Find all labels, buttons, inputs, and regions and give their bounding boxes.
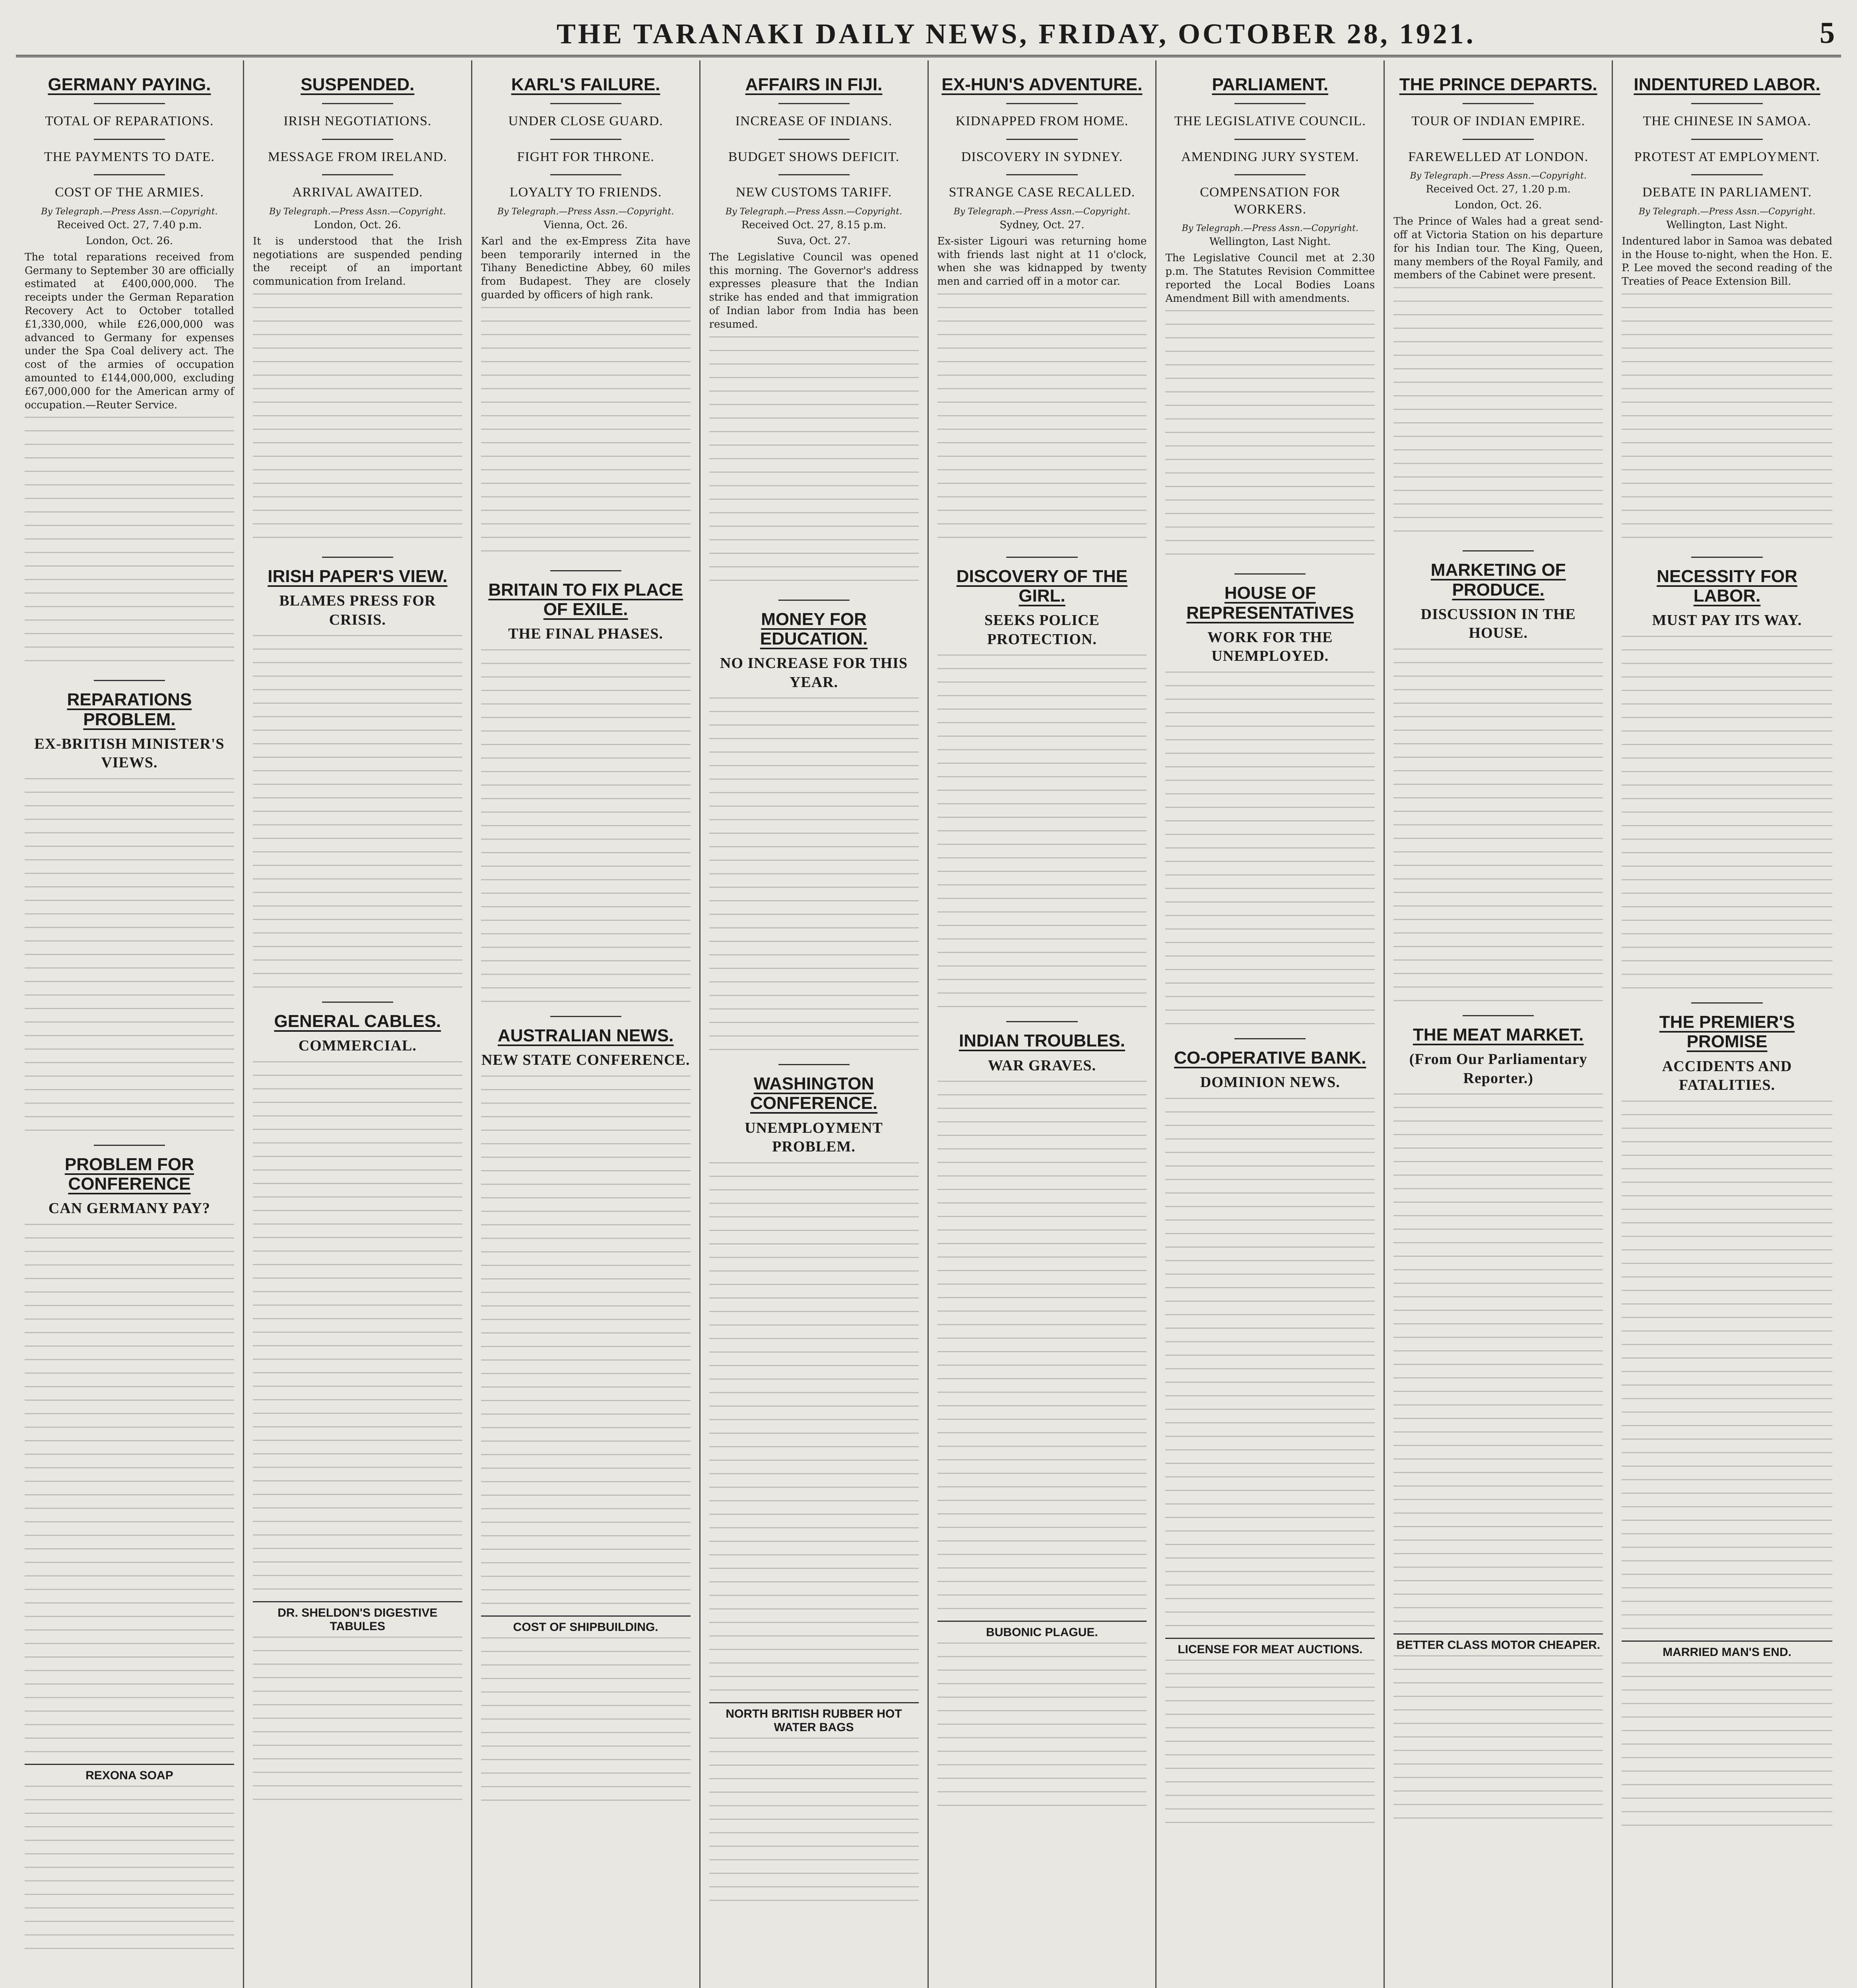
section-headline: THE PREMIER'S PROMISE	[1659, 1012, 1795, 1052]
article-text-lines	[481, 307, 691, 561]
section-subheading: THE FINAL PHASES.	[508, 625, 664, 643]
section-headline: GENERAL CABLES.	[274, 1011, 441, 1031]
column-6	[1157, 60, 1385, 1988]
byline: By Telegraph.—Press Assn.—Copyright.	[269, 206, 446, 217]
divider	[1234, 174, 1306, 175]
divider	[778, 1064, 850, 1065]
subheading: KIDNAPPED FROM HOME.	[955, 114, 1129, 129]
article-text-lines	[1393, 1093, 1603, 1451]
section-headline: BRITAIN TO FIX PLACE OF EXILE.	[488, 580, 683, 619]
subheading: UNDER CLOSE GUARD.	[508, 114, 663, 129]
advertisement-text-lines	[709, 1738, 919, 1905]
headline: PARLIAMENT.	[1212, 75, 1329, 94]
article-text-lines	[1165, 1098, 1375, 1456]
advertisement-heading: MARRIED MAN'S END.	[1622, 1640, 1832, 1659]
section-headline: DISCOVERY OF THE GIRL.	[956, 566, 1128, 606]
section-headline: PROBLEM FOR CONFERENCE	[64, 1154, 194, 1194]
subheading: COMPENSATION FOR WORKERS.	[1200, 185, 1341, 217]
divider	[1463, 550, 1534, 551]
divider	[550, 174, 621, 175]
byline: By Telegraph.—Press Assn.—Copyright.	[1410, 171, 1587, 181]
article-text-lines	[25, 778, 234, 1136]
headline: THE PRINCE DEPARTS.	[1399, 75, 1597, 94]
divider	[550, 570, 621, 571]
section-headline: AUSTRALIAN NEWS.	[497, 1025, 674, 1045]
advertisement-heading: NORTH BRITISH RUBBER HOT WATER BAGS	[709, 1702, 919, 1734]
divider	[94, 680, 165, 681]
divider	[778, 600, 850, 601]
subheading: STRANGE CASE RECALLED.	[949, 185, 1135, 200]
article-text: Ex-sister Ligouri was returning home with friends last night at 11 o'clock, when she was kidnapped by twenty men and carried off in a motor car.	[937, 235, 1147, 288]
subheading: AMENDING JURY SYSTEM.	[1181, 149, 1359, 164]
article-text-lines	[1393, 1458, 1603, 1625]
article-text-lines	[1165, 1463, 1375, 1630]
column-8	[1613, 60, 1841, 1988]
article-text-lines	[1393, 648, 1603, 1006]
column-4	[700, 60, 929, 1988]
section-headline: MONEY FOR EDUCATION.	[760, 609, 868, 648]
article-text-lines	[253, 635, 462, 993]
dateline: Suva, Oct. 27.	[777, 235, 851, 247]
dateline: London, Oct. 26.	[314, 219, 402, 231]
divider	[94, 174, 165, 175]
received-time: Received Oct. 27, 7.40 p.m.	[57, 219, 202, 231]
headline: GERMANY PAYING.	[48, 75, 211, 94]
subheading: BUDGET SHOWS DEFICIT.	[728, 149, 900, 164]
section-subheading: DISCUSSION IN THE HOUSE.	[1420, 606, 1576, 642]
byline: By Telegraph.—Press Assn.—Copyright.	[41, 206, 218, 217]
headline: EX-HUN'S ADVENTURE.	[941, 75, 1143, 94]
article-text-lines	[481, 1441, 691, 1607]
dateline: Wellington, Last Night.	[1209, 236, 1331, 248]
divider	[322, 139, 393, 140]
article-text-lines	[25, 417, 234, 671]
dateline: London, Oct. 26.	[1454, 199, 1542, 212]
article-text-lines	[1165, 310, 1375, 565]
subheading: COST OF THE ARMIES.	[55, 185, 204, 200]
section-headline: IRISH PAPER'S VIEW.	[268, 566, 448, 586]
subheading: DISCOVERY IN SYDNEY.	[961, 149, 1123, 164]
article-text-lines	[937, 293, 1147, 548]
article-text: It is understood that the Irish negotiations are suspended pending the receipt of an important communication from Ireland.	[252, 235, 462, 288]
dateline: Vienna, Oct. 26.	[543, 219, 628, 231]
section-headline: NECESSITY FOR LABOR.	[1657, 566, 1797, 606]
subheading: THE PAYMENTS TO DATE.	[44, 149, 215, 164]
divider	[778, 174, 850, 175]
article-text: The Legislative Council was opened this morning. The Governor's address expresses pleasure that the Indian strike has ended and that immigration of Indian labor from India has been resumed.	[709, 251, 919, 330]
divider	[1463, 1015, 1534, 1016]
byline: By Telegraph.—Press Assn.—Copyright.	[1182, 223, 1358, 234]
advertisement-text-lines	[1165, 1660, 1375, 1827]
article-text-lines	[1622, 1101, 1832, 1458]
article-text-lines	[709, 336, 919, 591]
divider	[1006, 557, 1077, 558]
subheading: PROTEST AT EMPLOYMENT.	[1634, 149, 1820, 164]
divider	[1691, 139, 1763, 140]
section-subheading: DOMINION NEWS.	[1200, 1074, 1340, 1091]
divider	[1691, 557, 1763, 558]
advertisement-text-lines	[1622, 1662, 1832, 1829]
section-headline: THE MEAT MARKET.	[1413, 1025, 1584, 1044]
dateline: Wellington, Last Night.	[1666, 219, 1788, 231]
divider	[550, 139, 621, 140]
section-headline: WASHINGTON CONFERENCE.	[750, 1074, 878, 1113]
divider	[94, 103, 165, 104]
section-subheading: CAN GERMANY PAY?	[48, 1200, 211, 1217]
divider	[1691, 1002, 1763, 1004]
received-time: Received Oct. 27, 8.15 p.m.	[741, 219, 887, 231]
section-subheading: WORK FOR THE UNEMPLOYED.	[1207, 629, 1333, 665]
article-text-lines	[709, 697, 919, 1055]
divider	[1463, 139, 1534, 140]
byline: By Telegraph.—Press Assn.—Copyright.	[725, 206, 902, 217]
section-subheading: NEW STATE CONFERENCE.	[481, 1052, 690, 1069]
divider	[322, 103, 393, 104]
section-subheading: BLAMES PRESS FOR CRISIS.	[279, 592, 436, 628]
headline: AFFAIRS IN FIJI.	[745, 75, 883, 94]
subheading: THE CHINESE IN SAMOA.	[1643, 114, 1811, 129]
section-headline: INDIAN TROUBLES.	[959, 1031, 1125, 1051]
advertisement-text-lines	[1393, 1655, 1603, 1822]
section-subheading: ACCIDENTS AND FATALITIES.	[1662, 1058, 1792, 1094]
divider	[1691, 174, 1763, 175]
article-text: The Prince of Wales had a great send-off at Victoria Station on his departure for his Indian tour. The King, Queen, many members of the Royal Family, and members of the Cabinet were present.	[1393, 215, 1603, 282]
advertisement-heading: BUBONIC PLAGUE.	[937, 1621, 1147, 1639]
article-text: Indentured labor in Samoa was debated in the House to-night, when the Hon. E. P. Lee moved the second reading of the Treaties of Peace Extension Bill.	[1622, 235, 1832, 288]
divider	[94, 1145, 165, 1146]
dateline: Sydney, Oct. 27.	[999, 219, 1085, 231]
advertisement-text-lines	[25, 1786, 234, 1953]
article-text-lines	[25, 1224, 234, 1582]
dateline: London, Oct. 26.	[85, 235, 173, 247]
section-headline: MARKETING OF PRODUCE.	[1430, 560, 1566, 600]
headline: SUSPENDED.	[301, 75, 415, 94]
masthead	[16, 7, 1841, 57]
divider	[1234, 573, 1306, 575]
advertisement-text-lines	[481, 1637, 691, 1804]
divider	[550, 103, 621, 104]
columns	[16, 60, 1841, 1988]
divider	[1006, 139, 1077, 140]
section-subheading: UNEMPLOYMENT PROBLEM.	[745, 1119, 883, 1155]
section-subheading: (From Our Parliamentary Reporter.)	[1409, 1051, 1587, 1087]
article-text-lines	[937, 1446, 1147, 1613]
article-text-lines	[937, 654, 1147, 1012]
article-text-lines	[1622, 293, 1832, 548]
section-subheading: SEEKS POLICE PROTECTION.	[984, 612, 1100, 648]
headline: KARL'S FAILURE.	[511, 75, 660, 94]
divider	[778, 139, 850, 140]
column-5	[929, 60, 1157, 1988]
subheading: NEW CUSTOMS TARIFF.	[735, 185, 892, 200]
article-text-lines	[709, 1162, 919, 1520]
section-subheading: EX-BRITISH MINISTER'S VIEWS.	[34, 735, 225, 771]
column-2	[244, 60, 472, 1988]
masthead-title: THE TARANAKI DAILY NEWS, FRIDAY, OCTOBER 28, 1921.	[557, 18, 1476, 50]
divider	[322, 557, 393, 558]
article-text: The Legislative Council met at 2.30 p.m. The Statutes Revision Committee reported the Local Bodies Loans Amendment Bill with amendments.	[1165, 252, 1375, 305]
article-text-lines	[1622, 636, 1832, 994]
page-number: 5	[1820, 16, 1837, 50]
advertisement-heading: COST OF SHIPBUILDING.	[481, 1615, 691, 1634]
subheading: TOUR OF INDIAN EMPIRE.	[1411, 114, 1585, 129]
subheading: TOTAL OF REPARATIONS.	[45, 114, 214, 129]
subheading: FAREWELLED AT LONDON.	[1408, 149, 1589, 164]
advertisement-text-lines	[253, 1637, 462, 1804]
article-text-lines	[481, 1076, 691, 1433]
article-text-lines	[25, 1589, 234, 1756]
divider	[1006, 174, 1077, 175]
divider	[778, 103, 850, 104]
advertisement-heading: REXONA SOAP	[25, 1764, 234, 1782]
column-7	[1385, 60, 1613, 1988]
article-text-lines	[1393, 287, 1603, 542]
subheading: LOYALTY TO FRIENDS.	[509, 185, 662, 200]
divider	[1006, 1021, 1077, 1022]
section-headline: HOUSE OF REPRESENTATIVES	[1186, 583, 1354, 623]
advertisement-text-lines	[937, 1642, 1147, 1809]
section-subheading: COMMERCIAL.	[298, 1037, 417, 1054]
divider	[1234, 103, 1306, 104]
section-subheading: WAR GRAVES.	[988, 1057, 1096, 1074]
divider	[322, 1002, 393, 1003]
advertisement-heading: LICENSE FOR MEAT AUCTIONS.	[1165, 1638, 1375, 1656]
divider	[94, 139, 165, 140]
article-text: The total reparations received from Germany to September 30 are officially estimated at £400,000,000. The receipts under the German Reparation Recovery Act to October totalled £1,330,000, while £26,000,000 was advanced to Germany for expenses under the Spa Coal delivery act. The cost of the armies of occupation amounted to £144,000,000, excluding £67,000,000 for the American army of occupation.—Reuter Service.	[25, 251, 234, 411]
subheading: MESSAGE FROM IRELAND.	[268, 149, 447, 164]
article-text-lines	[253, 1426, 462, 1593]
section-subheading: NO INCREASE FOR THIS YEAR.	[720, 655, 908, 691]
subheading: ARRIVAL AWAITED.	[292, 185, 423, 200]
byline: By Telegraph.—Press Assn.—Copyright.	[1638, 206, 1816, 217]
subheading: IRISH NEGOTIATIONS.	[283, 114, 432, 129]
subheading: DEBATE IN PARLIAMENT.	[1642, 185, 1812, 200]
article-text-lines	[253, 293, 462, 548]
advertisement-heading: BETTER CLASS MOTOR CHEAPER.	[1393, 1633, 1603, 1652]
section-headline: CO-OPERATIVE BANK.	[1174, 1048, 1366, 1068]
subheading: FIGHT FOR THRONE.	[517, 149, 654, 164]
headline: INDENTURED LABOR.	[1634, 75, 1820, 94]
received-time: Received Oct. 27, 1.20 p.m.	[1426, 183, 1571, 196]
divider	[1006, 103, 1077, 104]
advertisement-heading: DR. SHELDON'S DIGESTIVE TABULES	[253, 1601, 462, 1633]
article-text: Karl and the ex-Empress Zita have been temporarily interned in the Tihany Benedictine Abbey, 60 miles from Budapest. They are closely guarded by officers of high rank.	[481, 235, 691, 301]
article-text-lines	[253, 1061, 462, 1419]
article-text-lines	[709, 1527, 919, 1694]
section-subheading: MUST PAY ITS WAY.	[1652, 612, 1802, 629]
divider	[1463, 103, 1534, 104]
article-text-lines	[481, 649, 691, 1007]
divider	[1691, 103, 1763, 104]
article-text-lines	[1165, 672, 1375, 1029]
column-3	[472, 60, 700, 1988]
column-1	[16, 60, 244, 1988]
divider	[1234, 1038, 1306, 1039]
byline: By Telegraph.—Press Assn.—Copyright.	[953, 206, 1131, 217]
section-headline: REPARATIONS PROBLEM.	[67, 690, 192, 729]
subheading: THE LEGISLATIVE COUNCIL.	[1174, 114, 1366, 129]
article-text-lines	[1622, 1466, 1832, 1633]
divider	[550, 1016, 621, 1017]
article-text-lines	[937, 1081, 1147, 1439]
divider	[1234, 139, 1306, 140]
byline: By Telegraph.—Press Assn.—Copyright.	[497, 206, 674, 217]
subheading: INCREASE OF INDIANS.	[735, 114, 893, 129]
divider	[322, 174, 393, 175]
